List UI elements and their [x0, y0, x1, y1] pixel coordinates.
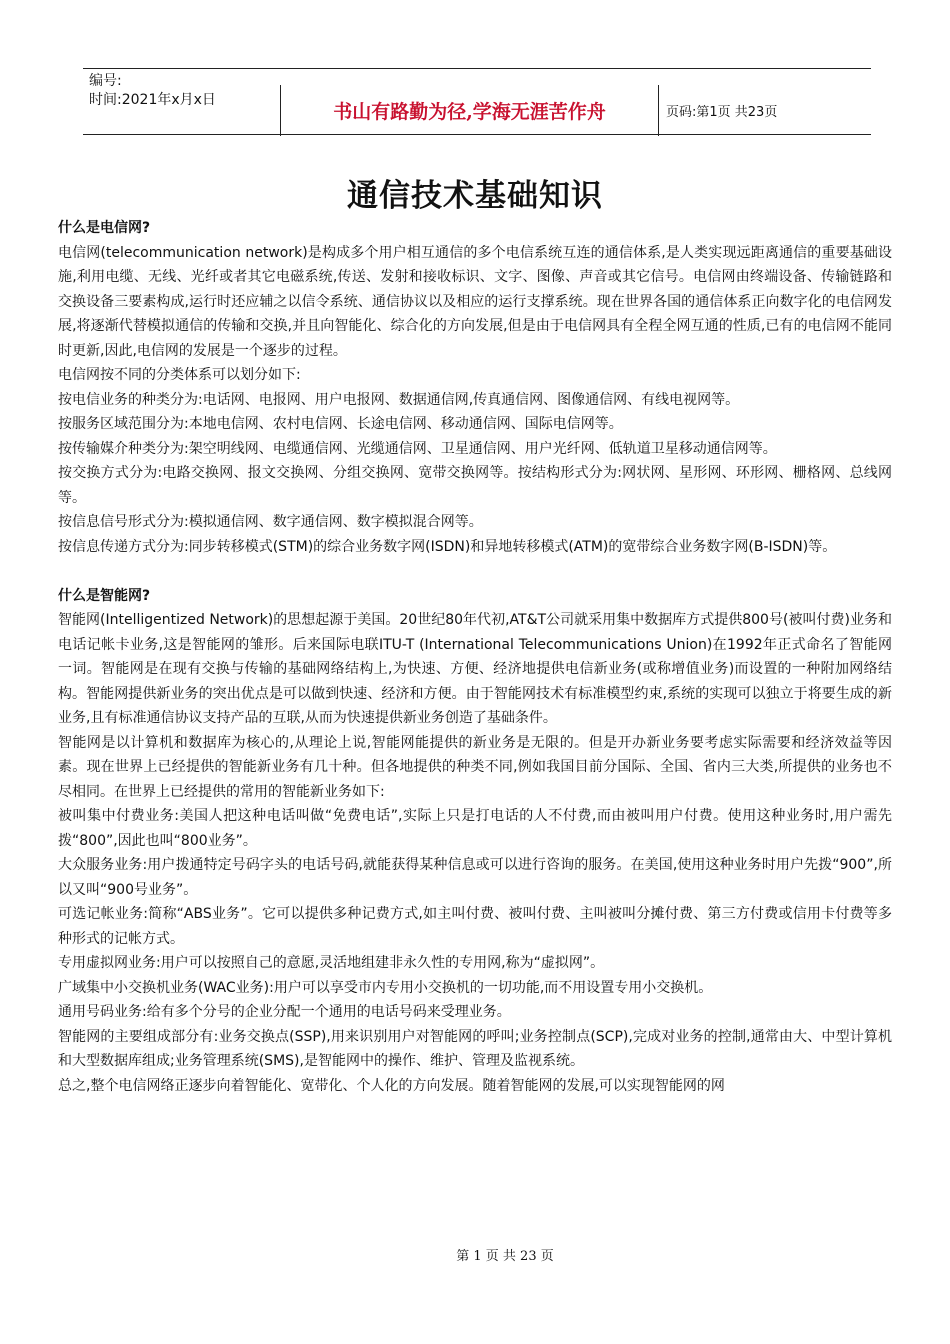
paragraph: 可选记帐业务:简称“ABS业务”。它可以提供多种记费方式,如主叫付费、被叫付费、主叫被叫分摊付费、第三方付费或信用卡付费等多种形式的记帐方式。 [58, 906, 892, 947]
paragraph: 智能网是以计算机和数据库为核心的,从理论上说,智能网能提供的新业务是无限的。但是开办新业务要考虑实际需要和经济效益等因素。现在世界上已经提供的智能新业务有几十种。但各地提供的种类不同,例如我国目前分国际、全国、省内三大类,所提供的业务也不尽相同。在世界上已经提供的常用的智能新业务如下: [58, 734, 892, 800]
paragraph: 按传输媒介种类分为:架空明线网、电缆通信网、光缆通信网、卫星通信网、用户光纤网、低轨道卫星移动通信网等。 [58, 440, 777, 457]
paragraph: 专用虚拟网业务:用户可以按照自己的意愿,灵活地组建非永久性的专用网,称为“虚拟网”。 [58, 955, 605, 971]
paragraph: 按交换方式分为:电路交换网、报文交换网、分组交换网、宽带交换网等。按结构形式分为:网状网、星形网、环形网、栅格网、总线网等。 [58, 465, 892, 506]
paragraph: 电信网按不同的分类体系可以划分如下: [58, 367, 301, 383]
section-heading: 什么是智能网? [58, 587, 151, 604]
paragraph: 通用号码业务:给有多个分号的企业分配一个通用的电话号码来受理业务。 [58, 1004, 511, 1020]
paragraph: 智能网的主要组成部分有:业务交换点(SSP),用来识别用户对智能网的呼叫;业务控制点(SCP),完成对业务的控制,通常由大、中型计算机和大型数据库组成;业务管理系统(SMS),是智能网中的操作、维护、管理及监视系统。 [58, 1028, 892, 1069]
paragraph: 按信息信号形式分为:模拟通信网、数字通信网、数字模拟混合网等。 [58, 514, 483, 530]
header-motto: 书山有路勤为径,学海无涯苦作舟 [333, 101, 606, 123]
page-header [83, 68, 871, 135]
document-title: 通信技术基础知识 [347, 178, 603, 214]
paragraph: 按服务区域范围分为:本地电信网、农村电信网、长途电信网、移动通信网、国际电信网等。 [58, 416, 623, 432]
paragraph: 电信网(telecommunication network)是构成多个用户相互通信的多个电信系统互连的通信体系,是人类实现远距离通信的重要基础设施,利用电缆、无线、光纤或者其它电磁系统,传送、发射和接收标识、文字、图像、声音或其它信号。电信网由终端设备、传输链路和交换设备三要素构成,运行时还应辅之以信令系统、通信协议以及相应的运行支撑系统。现在世界各国的通信体系正向数字化的电信网发展,将逐渐代替模拟通信的传输和交换,并且向智能化、综合化的方向发展,但是由于电信网具有全程全网互通的性质,已有的电信网不能同时更新,因此,电信网的发展是一个逐步的过程。 [58, 244, 892, 359]
paragraph: 被叫集中付费业务:美国人把这种电话叫做“免费电话”,实际上只是打电话的人不付费,而由被叫用户付费。使用这种业务时,用户需先拨“800”,因此也叫“800业务”。 [58, 808, 892, 849]
paragraph: 按信息传递方式分为:同步转移模式(STM)的综合业务数字网(ISDN)和异地转移模式(ATM)的宽带综合业务数字网(B-ISDN)等。 [58, 538, 837, 555]
page-footer: 第 1 页 共 23 页 [456, 1249, 554, 1264]
section-heading: 什么是电信网? [58, 220, 151, 236]
section-spacer [58, 559, 892, 584]
document-date-label: 时间:2021年x月x日 [89, 92, 216, 108]
paragraph: 智能网(Intelligentized Network)的思想起源于美国。20世纪80年代初,AT&T公司就采用集中数据库方式提供800号(被叫付费)业务和电话记帐卡业务,这是智能网的雏形。后来国际电联ITU-T (International Telecommunications Union)在1992年正式命名了智能网一词。智能网是在现有交换与传输的基础网络结构上,为快速、方便、经济地提供电信新业务(或称增值业务)而设置的一种附加网络结构。智能网提供新业务的突出优点是可以做到快速、经济和方便。由于智能网技术有标准模型约束,系统的实现可以独立于将要生成的新业务,且有标准通信协议支持产品的互联,从而为快速提供新业务创造了基础条件。 [58, 612, 892, 726]
paragraph: 总之,整个电信网络正逐步向着智能化、宽带化、个人化的方向发展。随着智能网的发展,可以实现智能网的网 [58, 1077, 725, 1094]
paragraph: 按电信业务的种类分为:电话网、电报网、用户电报网、数据通信网,传真通信网、图像通信网、有线电视网等。 [58, 391, 740, 408]
paragraph: 大众服务业务:用户拨通特定号码字头的电话号码,就能获得某种信息或可以进行咨询的服务。在美国,使用这种业务时用户先拨“900”,所以又叫“900号业务”。 [58, 857, 892, 898]
header-page-info: 页码:第1页 共23页 [666, 105, 778, 120]
header-divider [658, 85, 659, 136]
document-number-label: 编号: [89, 73, 122, 89]
document-body [58, 216, 892, 1098]
header-meta [89, 72, 279, 110]
paragraph: 广域集中小交换机业务(WAC业务):用户可以享受市内专用小交换机的一切功能,而不用设置专用小交换机。 [58, 979, 713, 996]
